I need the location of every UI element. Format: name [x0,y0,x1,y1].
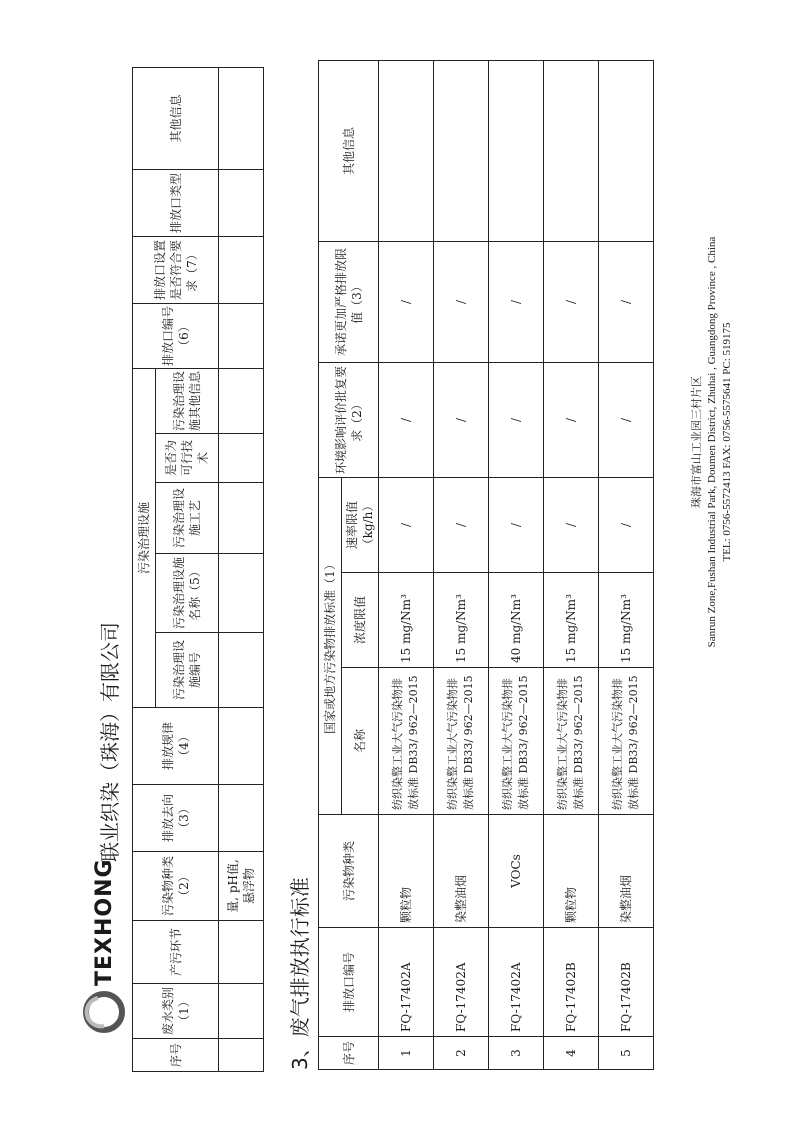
header-pollutant: 污染物种类 [319,815,379,928]
cell-strict: / [379,242,434,363]
cell-seq: 2 [434,1037,489,1070]
cell-pollutant: 量, pH值, 悬浮物 [219,852,264,921]
logo-text: TEXHONG [91,858,117,986]
cell-eia: / [599,363,654,478]
header-other: 其他信息 [133,68,219,170]
footer-en-address: Sanrun Zone,Fushan Industrial Park, Doumen District, Zhuhai , Guangdong Province , China [706,236,718,648]
cell-conc: 40 mg/Nm³ [489,573,544,668]
cell-pollutant: 染整油烟 [599,815,654,928]
cell-standard-name: 纺织染整工业大气污染物排放标准 DB33/ 962—2015 [434,668,489,815]
cell-rate: / [434,478,489,573]
header-rate-limit: 速率限值（kg/h） [342,478,379,573]
cell-seq: 3 [489,1037,544,1070]
header-link: 产污环节 [133,921,219,984]
header-rule: 排放规律（4） [133,708,219,785]
cell-outlet: FQ-17402A [489,928,544,1037]
cell-rate: / [544,478,599,573]
header-facility-group: 污染治理设施 [133,369,156,708]
table-row [599,61,654,1070]
cell-standard-name: 纺织染整工业大气污染物排放标准 DB33/ 962—2015 [379,668,434,815]
cell-strict: / [599,242,654,363]
header-outlet-id: 排放口编号（6） [133,304,219,369]
cell-eia: / [489,363,544,478]
cell-pollutant: VOCs [489,815,544,928]
cell-conc: 15 mg/Nm³ [434,573,489,668]
header-seq: 序号 [133,1039,219,1072]
footer-contact: TEL: 0756-5572413 FAX: 0756-5575641 PC: 519175 [721,322,733,562]
cell-pollutant: 颗粒物 [379,815,434,928]
gas-standard-table [318,60,654,1070]
table-row [489,61,544,1070]
cell-outlet: FQ-17402A [379,928,434,1037]
header-conc-limit: 浓度限值 [342,573,379,668]
cell-seq: 5 [599,1037,654,1070]
cell-pollutant: 颗粒物 [544,815,599,928]
header-name: 名称 [342,668,379,815]
cell-strict: / [434,242,489,363]
logo [84,858,124,1034]
header-process: 污染治理设施工艺 [156,483,219,554]
cell-outlet: FQ-17402A [434,928,489,1037]
company-name: 联业织染（珠海）有限公司 [98,622,122,862]
header-type: 废水类别（1） [133,984,219,1039]
table-row [219,68,264,1072]
footer-cn-address: 珠海市富山工业园三村片区 [691,376,703,508]
cell-rate: / [379,478,434,573]
header-outlet-type: 排放口类型 [133,170,219,237]
wastewater-table [132,67,264,1072]
cell-conc: 15 mg/Nm³ [544,573,599,668]
cell-standard-name: 纺织染整工业大气污染物排放标准 DB33/ 962—2015 [544,668,599,815]
cell-seq: 4 [544,1037,599,1070]
table-row [379,61,434,1070]
cell-rate: / [489,478,544,573]
header-direction: 排放去向（3） [133,785,219,852]
cell-eia: / [434,363,489,478]
header-outlet-ok: 排放口设置是否符合要求（7） [133,237,219,304]
header-standard-group: 国家或地方污染物排放标准（1） [319,478,342,815]
header-outlet-id: 排放口编号 [319,928,379,1037]
cell-eia: / [544,363,599,478]
header-strict: 承诺更加严格排放限值（3） [319,242,379,363]
cell-conc: 15 mg/Nm³ [379,573,434,668]
texhong-swirl-icon [82,990,126,1034]
section-title: 3、废气排放执行标准 [288,877,312,1070]
table-row [434,61,489,1070]
cell-outlet: FQ-17402B [544,928,599,1037]
header-other: 其他信息 [319,61,379,242]
cell-strict: / [489,242,544,363]
cell-rate: / [599,478,654,573]
cell-conc: 15 mg/Nm³ [599,573,654,668]
header-feasible: 是否为可行技术 [156,434,219,483]
cell-standard-name: 纺织染整工业大气污染物排放标准 DB33/ 962—2015 [599,668,654,815]
header-pollutant: 污染物种类（2） [133,852,219,921]
header-facility-id: 污染治理设施编号 [156,633,219,708]
cell-eia: / [379,363,434,478]
table-row [544,61,599,1070]
header-seq: 序号 [319,1037,379,1070]
cell-standard-name: 纺织染整工业大气污染物排放标准 DB33/ 962—2015 [489,668,544,815]
header-facility-name: 污染治理设施名称（5） [156,554,219,633]
cell-strict: / [544,242,599,363]
cell-seq: 1 [379,1037,434,1070]
header-other-facility: 污染治理设施其他信息 [156,369,219,434]
cell-pollutant: 染整油烟 [434,815,489,928]
cell-outlet: FQ-17402B [599,928,654,1037]
footer [690,122,735,762]
header-eia: 环境影响评价批复要求（2） [319,363,379,478]
